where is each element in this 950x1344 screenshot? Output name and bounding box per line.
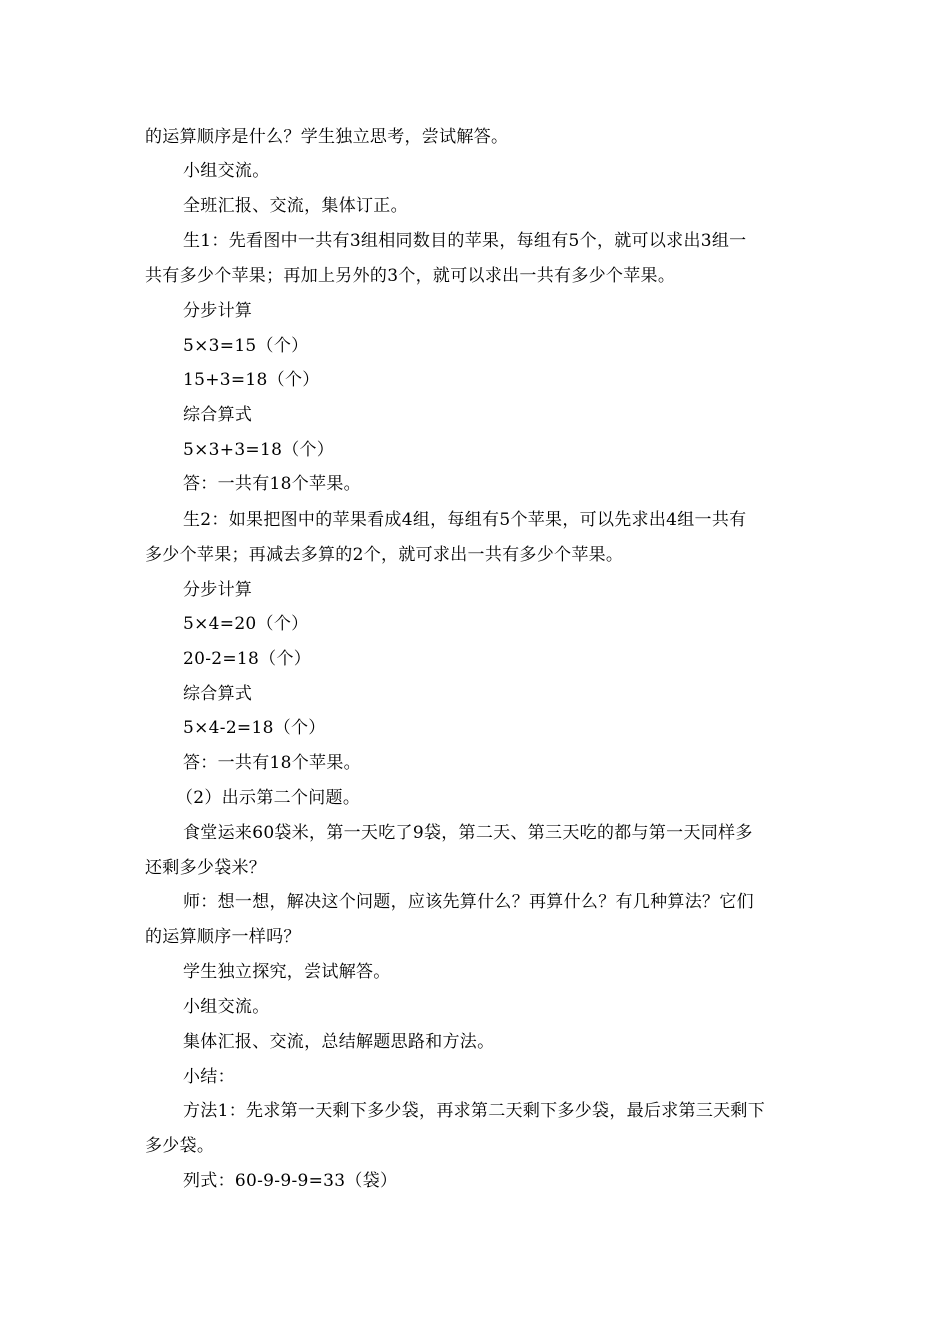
paragraph-line: 集体汇报、交流，总结解题思路和方法。	[183, 1032, 495, 1052]
equation-line: 列式：60-9-9-9=33（袋）	[183, 1171, 398, 1191]
paragraph-line: 多少个苹果；再减去多算的2个，就可求出一共有多少个苹果。	[145, 545, 624, 565]
paragraph-line: 综合算式	[183, 405, 253, 425]
paragraph-line: 小组交流。	[183, 161, 270, 181]
paragraph-line: 答：一共有18个苹果。	[183, 753, 361, 773]
paragraph-line: 全班汇报、交流，集体订正。	[183, 196, 408, 216]
equation-line: 15+3=18（个）	[183, 370, 320, 390]
paragraph-line: 食堂运来60袋米，第一天吃了9袋，第二天、第三天吃的都与第一天同样多	[183, 823, 753, 843]
paragraph-line: 生2：如果把图中的苹果看成4组，每组有5个苹果，可以先求出4组一共有	[183, 510, 747, 530]
paragraph-line: 学生独立探究，尝试解答。	[183, 962, 391, 982]
paragraph-line: 答：一共有18个苹果。	[183, 474, 361, 494]
paragraph-line: 小结：	[183, 1067, 235, 1087]
paragraph-line: 的运算顺序是什么？学生独立思考，尝试解答。	[145, 127, 509, 147]
paragraph-line: 共有多少个苹果；再加上另外的3个，就可以求出一共有多少个苹果。	[145, 266, 676, 286]
paragraph-line: 分步计算	[183, 580, 253, 600]
equation-line: 5×4=20（个）	[183, 614, 309, 634]
equation-line: 5×3+3=18（个）	[183, 440, 335, 460]
equation-line: 20-2=18（个）	[183, 649, 312, 669]
paragraph-line: 还剩多少袋米？	[145, 858, 267, 878]
paragraph-line: 的运算顺序一样吗？	[145, 927, 301, 947]
paragraph-line: 多少袋。	[145, 1136, 215, 1156]
paragraph-line: 小组交流。	[183, 997, 270, 1017]
paragraph-line: 分步计算	[183, 301, 253, 321]
paragraph-line: 综合算式	[183, 684, 253, 704]
paragraph-line: 生1：先看图中一共有3组相同数目的苹果，每组有5个，就可以求出3组一	[183, 231, 747, 251]
section-heading: （2）出示第二个问题。	[176, 788, 361, 808]
equation-line: 5×3=15（个）	[183, 336, 309, 356]
paragraph-line: 方法1：先求第一天剩下多少袋，再求第二天剩下多少袋，最后求第三天剩下	[183, 1101, 766, 1121]
paragraph-line: 师：想一想，解决这个问题，应该先算什么？再算什么？有几种算法？它们	[183, 892, 754, 912]
equation-line: 5×4-2=18（个）	[183, 718, 326, 738]
